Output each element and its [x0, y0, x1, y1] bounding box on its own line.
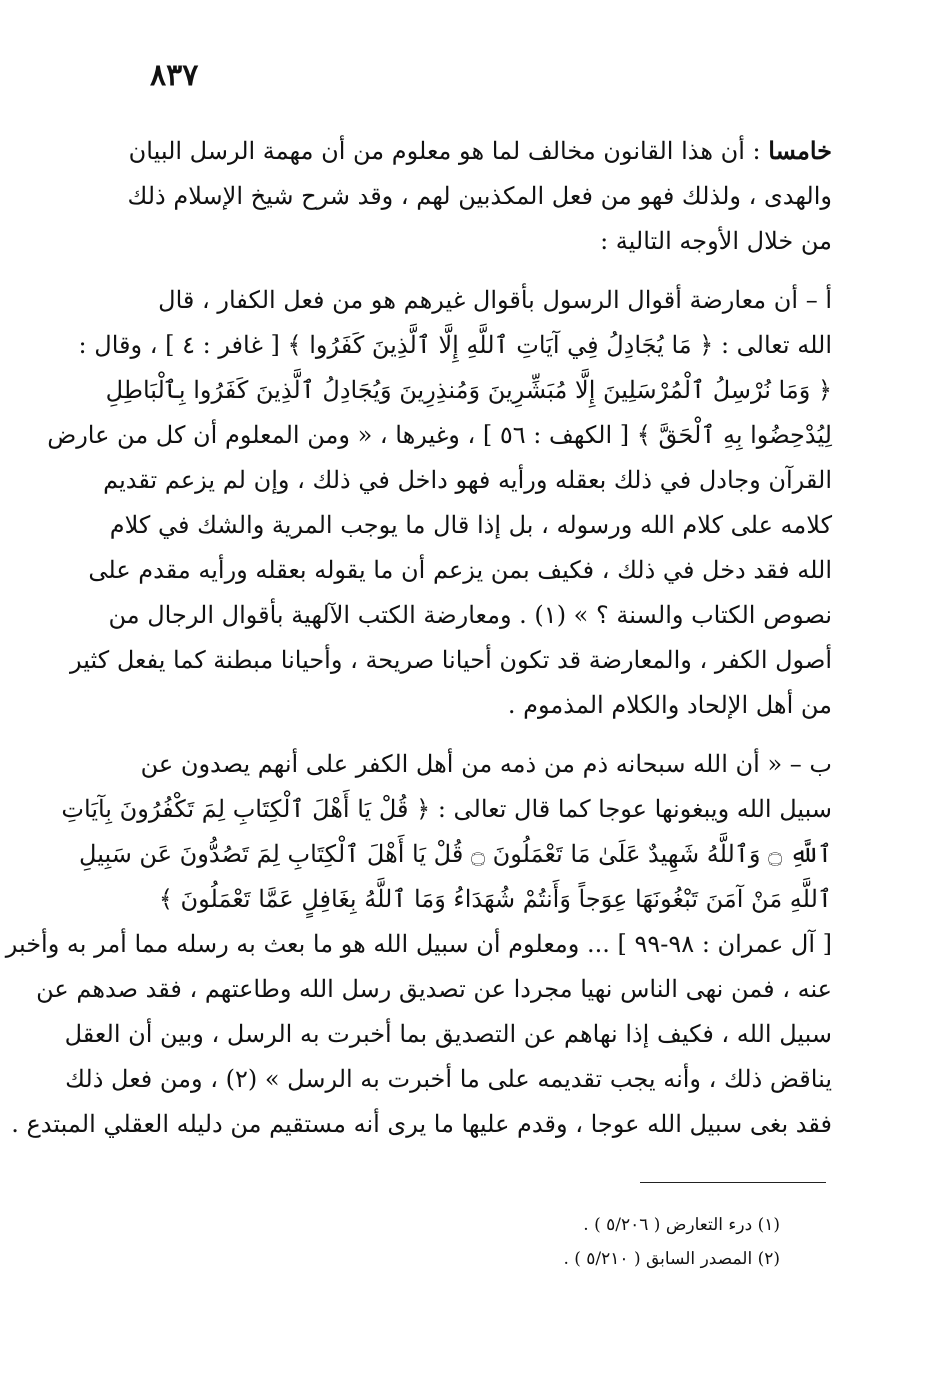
footnote-divider	[640, 1182, 826, 1183]
paragraph-line-quran-quote: سبيل الله ويبغونها عوجا كما قال تعالى : ﴿ قُلْ يَا أَهْلَ ٱلْكِتَابِ لِمَ تَكْفُرُونَ بِآيَاتِ	[61, 795, 832, 823]
page-number: ٨٣٧	[150, 58, 199, 93]
paragraph-point-b	[5, 742, 832, 1147]
paragraph-line	[128, 128, 832, 174]
paragraph-line: [ آل عمران : ٩٨-٩٩ ] ... ومعلوم أن سبيل الله هو ما بعث به رسله مما أمر به وأخبر	[5, 930, 832, 958]
paragraph-line: من خلال الأوجه التالية :	[600, 227, 832, 255]
paragraph-line-quran-quote: ٱللَّهِ مَنْ آمَنَ تَبْغُونَهَا عِوَجاً وَأَنتُمْ شُهَدَاءُ وَمَا ٱللَّهُ بِغَافِلٍ عَمَّا تَعْمَلُونَ ﴾	[158, 885, 832, 913]
footnote-2: (٢) المصدر السابق ( ٥/٢١٠ ) .	[563, 1249, 780, 1269]
paragraph-line-quran-quote: ٱللَّهِ ۝ وَٱللَّهُ شَهِيدٌ عَلَىٰ مَا تَعْمَلُونَ ۝ قُلْ يَا أَهْلَ ٱلْكِتَابِ لِمَ تَصُدُّونَ عَن سَبِيلِ	[79, 840, 832, 868]
footnotes	[400, 1208, 780, 1276]
paragraph-fifth-point	[127, 128, 832, 264]
paragraph-line: من أهل الإلحاد والكلام المذموم .	[507, 691, 832, 719]
paragraph-line-quran-quote: ﴿ وَمَا نُرْسِلُ ٱلْمُرْسَلِينَ إِلَّا مُبَشِّرِينَ وَمُنذِرِينَ وَيُجَادِلُ ٱلَّذِينَ كَفَرُوا بِٱلْبَاطِلِ	[105, 376, 832, 404]
paragraph-line: القرآن وجادل في ذلك بعقله ورأيه فهو داخل في ذلك ، وإن لم يزعم تقديم	[103, 466, 832, 494]
paragraph-line: كلامه على كلام الله ورسوله ، بل إذا قال ما يوجب المرية والشك في كلام	[109, 511, 832, 539]
paragraph-line-footnote-ref-1: نصوص الكتاب والسنة ؟ » (١) . ومعارضة الكتب الآلهية بأقوال الرجال من	[108, 601, 832, 629]
line-text: : أن هذا القانون مخالف لما هو معلوم من أن مهمة الرسل البيان	[128, 137, 761, 165]
paragraph-line-quran-quote: لِيُدْحِضُوا بِهِ ٱلْحَقَّ ﴾ [ الكهف : ٥٦ ] ، وغيرها ، « ومن المعلوم أن كل من عارض	[47, 421, 832, 449]
footnote-1: (١) درء التعارض ( ٥/٢٠٦ ) .	[583, 1215, 780, 1235]
paragraph-line: أ – أن معارضة أقوال الرسول بأقوال غيرهم هو من فعل الكفار ، قال	[158, 286, 832, 314]
paragraph-line-quran-quote: الله تعالى : ﴿ مَا يُجَادِلُ فِي آيَاتِ ٱللَّهِ إِلَّا ٱلَّذِينَ كَفَرُوا ﴾ [ غافر : ٤ ] ، وقال :	[78, 331, 832, 359]
paragraph-line: أصول الكفر ، والمعارضة قد تكون أحيانا صريحة ، وأحيانا مبطنة كما يفعل كثير	[70, 646, 832, 674]
paragraph-line: ب – « أن الله سبحانه ذم من ذمه من أهل الكفر على أنهم يصدون عن	[140, 750, 832, 778]
paragraph-line: والهدى ، ولذلك فهو من فعل المكذبين لهم ، وقد شرح شيخ الإسلام ذلك	[127, 182, 832, 210]
paragraph-line: عنه ، فمن نهى الناس نهيا مجردا عن تصديق رسل الله وطاعتهم ، فقد صدهم عن	[36, 975, 832, 1003]
section-lead-word: خامسا	[768, 136, 832, 165]
paragraph-line-footnote-ref-2: يناقض ذلك ، وأنه يجب تقديمه على ما أخبرت به الرسل » (٢) ، ومن فعل ذلك	[65, 1065, 832, 1093]
paragraph-line: سبيل الله ، فكيف إذا نهاهم عن التصديق بما أخبرت به الرسل ، وبين أن العقل	[64, 1020, 832, 1048]
paragraph-point-a	[47, 278, 832, 728]
paragraph-line: الله فقد دخل في ذلك ، فكيف بمن يزعم أن ما يقوله بعقله ورأيه مقدم على	[88, 556, 832, 584]
paragraph-line: فقد بغى سبيل الله عوجا ، وقدم عليها ما يرى أنه مستقيم من دليله العقلي المبتدع .	[11, 1110, 832, 1138]
